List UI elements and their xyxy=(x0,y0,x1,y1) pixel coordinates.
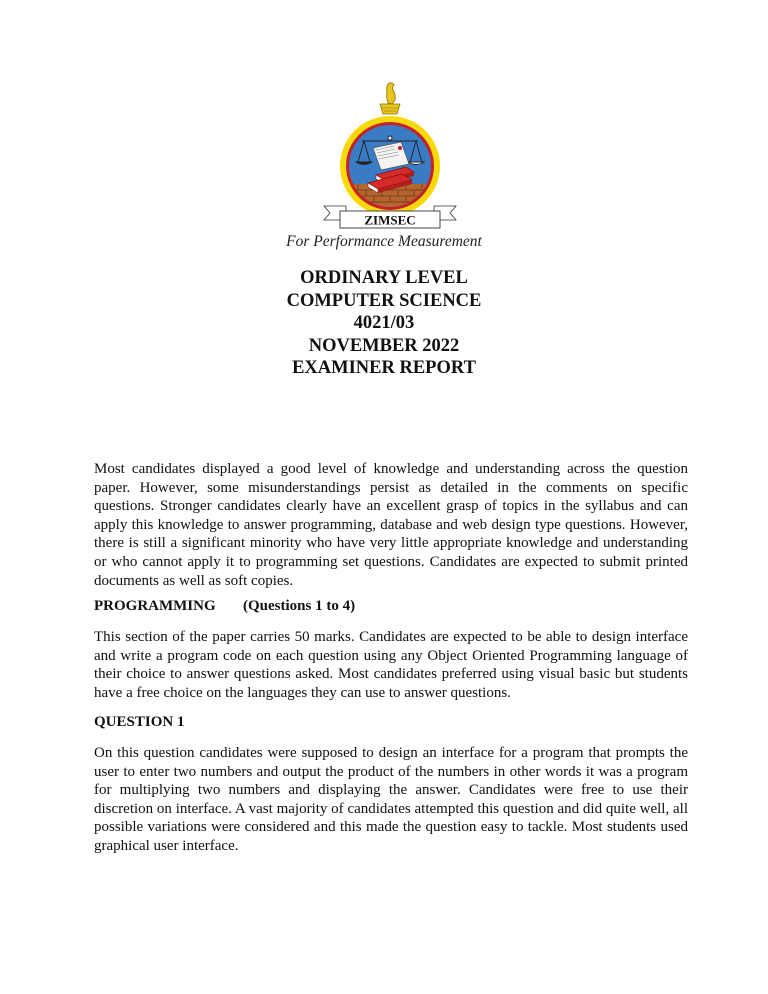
title-session: NOVEMBER 2022 xyxy=(308,335,460,356)
intro-paragraph: Most candidates displayed a good level of knowledge and understanding across the question paper. However, some misunderstandings persist as detailed in the comments on specific questions. Stronger candidates clearly have an excellent grasp of topics in the syllabus and can apply this knowledge to answer programming, database and web design type questions. However, there is still a significant minority who have very little appropriate knowledge and understanding or who cannot apply it to programming set questions. Candidates are expected to submit printed documents as well as soft copies. xyxy=(94,461,688,589)
title-level: ORDINARY LEVEL xyxy=(300,268,468,288)
logo-name: ZIMSEC xyxy=(364,212,416,228)
section-heading xyxy=(94,598,356,615)
section-heading-range: (Questions 1 to 4) xyxy=(243,598,356,614)
zimbabwe-bird-icon xyxy=(380,83,400,114)
logo-tagline: For Performance Measurement xyxy=(286,233,482,250)
zimsec-logo xyxy=(318,80,462,232)
question-1-paragraph: On this question candidates were supposed to design an interface for a program that prompts the user to enter two numbers and output the product of the numbers in other words it was a program for multiplying two numbers and displaying the answer. Candidates were free to use their discretion on interface. A vast majority of candidates attempted this question and did quite well, all possible variations were considered and this made the question easy to tackle. Most students used graphical user interface. xyxy=(94,745,688,854)
zimsec-emblem-icon xyxy=(318,80,462,232)
title-report-type: EXAMINER REPORT xyxy=(292,358,476,378)
title-paper-code: 4021/03 xyxy=(353,313,415,333)
document-title-block xyxy=(0,267,768,380)
section-heading-title: PROGRAMMING xyxy=(94,598,216,614)
title-subject: COMPUTER SCIENCE xyxy=(286,290,482,311)
question-1-heading: QUESTION 1 xyxy=(94,714,185,730)
section-paragraph: This section of the paper carries 50 marks. Candidates are expected to be able to design interface and write a program code on each question using any Object Oriented Programming language of their choice to answer questions asked. Most candidates preferred using visual basic but students have a free choice on the languages they can use to answer questions. xyxy=(94,629,688,701)
